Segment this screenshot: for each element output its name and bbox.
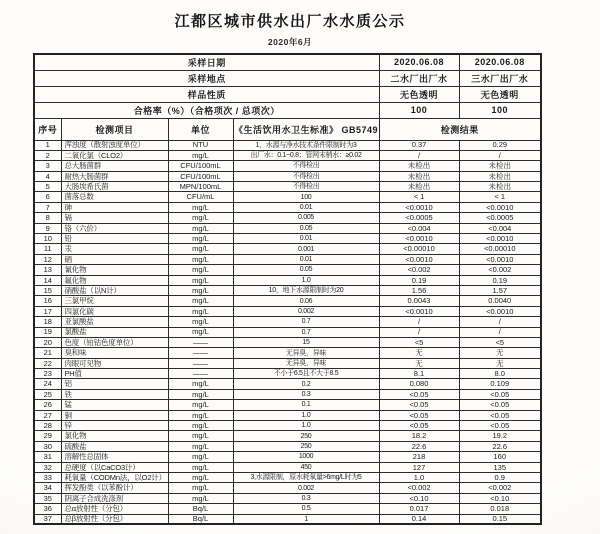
item-name-cell: 铝: [61, 379, 168, 389]
row-number-cell: 6: [34, 192, 61, 202]
result-row: [34, 244, 541, 254]
result-plant3-cell: <0.00010: [459, 244, 541, 254]
sample-date-plant2: 2020.06.08: [379, 54, 459, 70]
item-name-cell: 大肠埃希氏菌: [61, 182, 168, 192]
unit-cell: ——: [168, 337, 233, 347]
result-plant3-cell: <0.05: [459, 421, 541, 431]
result-row: [34, 265, 541, 275]
standard-limit-cell: 0.1: [233, 400, 379, 410]
row-number-cell: 12: [34, 254, 61, 264]
unit-cell: mg/L: [168, 275, 233, 285]
standard-limit-cell: 15: [233, 337, 379, 347]
result-plant2-cell: 0.080: [379, 379, 459, 389]
item-name-cell: 色度（铂钴色度单位）: [61, 337, 168, 347]
result-plant2-cell: <0.002: [379, 265, 459, 275]
row-number-cell: 37: [34, 514, 61, 524]
unit-cell: ——: [168, 348, 233, 358]
row-number-cell: 26: [34, 400, 61, 410]
result-plant2-cell: 0.37: [379, 140, 459, 150]
result-plant3-cell: 1.57: [459, 285, 541, 295]
unit-cell: mg/L: [168, 296, 233, 306]
result-row: [34, 441, 541, 451]
row-number-cell: 18: [34, 317, 61, 327]
item-name-cell: PH值: [61, 369, 168, 379]
sample-nature-row: [34, 86, 541, 102]
col-header-unit: 单位: [168, 118, 233, 140]
unit-cell: mg/L: [168, 452, 233, 462]
unit-cell: Bq/L: [168, 504, 233, 514]
result-plant3-cell: <0.05: [459, 410, 541, 420]
item-name-cell: 氰化物: [61, 265, 168, 275]
unit-cell: mg/L: [168, 493, 233, 503]
item-name-cell: 总大肠菌群: [61, 161, 168, 171]
standard-limit-cell: 不得检出: [233, 161, 379, 171]
results-body: [34, 140, 541, 524]
result-row: [34, 514, 541, 524]
result-row: [34, 213, 541, 223]
standard-limit-cell: 0.001: [233, 244, 379, 254]
result-plant3-cell: /: [459, 150, 541, 160]
result-plant2-cell: 8.1: [379, 369, 459, 379]
row-number-cell: 8: [34, 213, 61, 223]
standard-limit-cell: 0.06: [233, 296, 379, 306]
table-header-row: [34, 118, 541, 140]
row-number-cell: 11: [34, 244, 61, 254]
result-plant2-cell: 未检出: [379, 182, 459, 192]
result-plant3-cell: <0.0010: [459, 202, 541, 212]
standard-limit-cell: 0.3: [233, 389, 379, 399]
standard-limit-cell: 0.05: [233, 265, 379, 275]
result-plant3-cell: 0.19: [459, 275, 541, 285]
row-number-cell: 21: [34, 348, 61, 358]
result-plant3-cell: <0.0010: [459, 306, 541, 316]
result-plant2-cell: /: [379, 317, 459, 327]
item-name-cell: 总α放射性（分包）: [61, 504, 168, 514]
standard-limit-cell: 1: [233, 514, 379, 524]
result-row: [34, 400, 541, 410]
result-row: [34, 202, 541, 212]
row-number-cell: 31: [34, 452, 61, 462]
item-name-cell: 总硬度（以CaCO3计）: [61, 462, 168, 472]
result-plant2-cell: <0.05: [379, 410, 459, 420]
result-plant2-cell: 0.0043: [379, 296, 459, 306]
result-plant3-cell: /: [459, 317, 541, 327]
result-plant3-cell: 135: [459, 462, 541, 472]
col-header-item: 检测项目: [61, 118, 168, 140]
item-name-cell: 四氯化碳: [61, 306, 168, 316]
standard-limit-cell: 出厂水：0.1~0.8；管网末梢水：≥0.02: [233, 150, 379, 160]
standard-limit-cell: 1.0: [233, 275, 379, 285]
unit-cell: NTU: [168, 140, 233, 150]
item-name-cell: 浑浊度（散射浊度单位）: [61, 140, 168, 150]
unit-cell: mg/L: [168, 234, 233, 244]
result-plant2-cell: <0.10: [379, 493, 459, 503]
standard-limit-cell: 不得检出: [233, 182, 379, 192]
standard-limit-cell: 0.7: [233, 317, 379, 327]
standard-limit-cell: 0.005: [233, 213, 379, 223]
result-plant2-cell: 0.017: [379, 504, 459, 514]
pass-rate-label: 合格率（%）（合格项次 / 总项次）: [34, 102, 379, 118]
row-number-cell: 22: [34, 358, 61, 368]
standard-limit-cell: 0.01: [233, 234, 379, 244]
result-row: [34, 254, 541, 264]
standard-limit-cell: 250: [233, 431, 379, 441]
result-plant2-cell: 127: [379, 462, 459, 472]
row-number-cell: 16: [34, 296, 61, 306]
unit-cell: mg/L: [168, 431, 233, 441]
row-number-cell: 25: [34, 389, 61, 399]
result-plant2-cell: <0.05: [379, 389, 459, 399]
result-plant3-cell: 未检出: [459, 171, 541, 181]
row-number-cell: 36: [34, 504, 61, 514]
result-plant3-cell: 19.2: [459, 431, 541, 441]
result-row: [34, 306, 541, 316]
item-name-cell: 硝酸盐（以N计）: [61, 285, 168, 295]
sample-location-row: [34, 70, 541, 86]
result-row: [34, 317, 541, 327]
unit-cell: mg/L: [168, 327, 233, 337]
item-name-cell: 砷: [61, 202, 168, 212]
result-row: [34, 140, 541, 150]
sample-nature-plant2: 无色透明: [379, 86, 459, 102]
result-plant3-cell: 0.9: [459, 473, 541, 483]
result-plant3-cell: 未检出: [459, 182, 541, 192]
unit-cell: mg/L: [168, 254, 233, 264]
row-number-cell: 4: [34, 171, 61, 181]
unit-cell: mg/L: [168, 317, 233, 327]
unit-cell: mg/L: [168, 389, 233, 399]
result-plant2-cell: <0.004: [379, 223, 459, 233]
result-row: [34, 452, 541, 462]
standard-limit-cell: 0.002: [233, 483, 379, 493]
result-plant2-cell: <5: [379, 337, 459, 347]
row-number-cell: 20: [34, 337, 61, 347]
standard-limit-cell: 1000: [233, 452, 379, 462]
result-plant2-cell: <0.05: [379, 421, 459, 431]
item-name-cell: 硒: [61, 254, 168, 264]
result-plant3-cell: 0.109: [459, 379, 541, 389]
unit-cell: mg/L: [168, 400, 233, 410]
pass-rate-plant2: 100: [379, 102, 459, 118]
standard-limit-cell: 3,水源限制，原水耗氧量>6mg/L时为5: [233, 473, 379, 483]
unit-cell: mg/L: [168, 483, 233, 493]
sample-location-plant3: 三水厂出厂水: [459, 70, 541, 86]
result-row: [34, 504, 541, 514]
unit-cell: mg/L: [168, 150, 233, 160]
result-plant2-cell: < 1: [379, 192, 459, 202]
result-plant2-cell: 218: [379, 452, 459, 462]
result-row: [34, 150, 541, 160]
item-name-cell: 锌: [61, 421, 168, 431]
col-header-index: 序号: [34, 118, 61, 140]
standard-limit-cell: 0.7: [233, 327, 379, 337]
item-name-cell: 硫酸盐: [61, 441, 168, 451]
result-plant2-cell: 无: [379, 358, 459, 368]
row-number-cell: 28: [34, 421, 61, 431]
result-plant3-cell: <0.0005: [459, 213, 541, 223]
unit-cell: CFU/100mL: [168, 161, 233, 171]
result-plant3-cell: 0.29: [459, 140, 541, 150]
col-header-result: 检测结果: [379, 118, 541, 140]
result-row: [34, 493, 541, 503]
item-name-cell: 氟化物: [61, 275, 168, 285]
result-plant3-cell: <5: [459, 337, 541, 347]
item-name-cell: 铜: [61, 410, 168, 420]
result-plant3-cell: <0.05: [459, 400, 541, 410]
standard-limit-cell: 0.01: [233, 254, 379, 264]
row-number-cell: 10: [34, 234, 61, 244]
result-row: [34, 483, 541, 493]
result-plant2-cell: 1.0: [379, 473, 459, 483]
unit-cell: CFU/mL: [168, 192, 233, 202]
row-number-cell: 24: [34, 379, 61, 389]
result-plant2-cell: <0.05: [379, 400, 459, 410]
standard-limit-cell: 1.0: [233, 410, 379, 420]
standard-limit-cell: 0.002: [233, 306, 379, 316]
result-plant2-cell: 0.19: [379, 275, 459, 285]
result-plant2-cell: 22.6: [379, 441, 459, 451]
pass-rate-row: [34, 102, 541, 118]
row-number-cell: 5: [34, 182, 61, 192]
result-row: [34, 389, 541, 399]
result-plant2-cell: 无: [379, 348, 459, 358]
standard-limit-cell: 0.3: [233, 493, 379, 503]
standard-limit-cell: 1.0: [233, 421, 379, 431]
item-name-cell: 三氯甲烷: [61, 296, 168, 306]
result-plant3-cell: < 1: [459, 192, 541, 202]
result-row: [34, 337, 541, 347]
item-name-cell: 锰: [61, 400, 168, 410]
result-row: [34, 275, 541, 285]
result-plant3-cell: 无: [459, 348, 541, 358]
result-plant2-cell: 未检出: [379, 161, 459, 171]
row-number-cell: 14: [34, 275, 61, 285]
unit-cell: mg/L: [168, 410, 233, 420]
result-row: [34, 223, 541, 233]
standard-limit-cell: 450: [233, 462, 379, 472]
result-plant3-cell: 22.6: [459, 441, 541, 451]
result-plant2-cell: 1.56: [379, 285, 459, 295]
unit-cell: mg/L: [168, 202, 233, 212]
sample-info-section: [34, 54, 541, 118]
row-number-cell: 35: [34, 493, 61, 503]
result-plant3-cell: /: [459, 327, 541, 337]
result-row: [34, 348, 541, 358]
item-name-cell: 溶解性总固体: [61, 452, 168, 462]
item-name-cell: 氯化物: [61, 431, 168, 441]
item-name-cell: 总β放射性（分包）: [61, 514, 168, 524]
result-plant2-cell: <0.0010: [379, 306, 459, 316]
standard-limit-cell: 无异臭，异味: [233, 358, 379, 368]
result-row: [34, 462, 541, 472]
result-row: [34, 410, 541, 420]
sample-nature-plant3: 无色透明: [459, 86, 541, 102]
item-name-cell: 肉眼可见物: [61, 358, 168, 368]
standard-limit-cell: 10，地下水源限制时为20: [233, 285, 379, 295]
water-quality-table: [33, 53, 542, 525]
sample-location-plant2: 二水厂出厂水: [379, 70, 459, 86]
item-name-cell: 汞: [61, 244, 168, 254]
row-number-cell: 7: [34, 202, 61, 212]
col-header-standard: 《生活饮用水卫生标准》 GB5749: [233, 118, 379, 140]
result-plant3-cell: <0.002: [459, 265, 541, 275]
item-name-cell: 臭和味: [61, 348, 168, 358]
item-name-cell: 铅: [61, 234, 168, 244]
sample-date-label: 采样日期: [34, 54, 379, 70]
unit-cell: CFU/100mL: [168, 171, 233, 181]
result-plant2-cell: <0.002: [379, 483, 459, 493]
row-number-cell: 32: [34, 462, 61, 472]
item-name-cell: 铬（六价）: [61, 223, 168, 233]
sample-date-plant3: 2020.06.08: [459, 54, 541, 70]
result-row: [34, 473, 541, 483]
result-plant2-cell: /: [379, 327, 459, 337]
unit-cell: mg/L: [168, 285, 233, 295]
item-name-cell: 铁: [61, 389, 168, 399]
result-plant2-cell: 0.14: [379, 514, 459, 524]
result-plant3-cell: <0.0010: [459, 234, 541, 244]
standard-limit-cell: 100: [233, 192, 379, 202]
unit-cell: mg/L: [168, 421, 233, 431]
result-row: [34, 171, 541, 181]
standard-limit-cell: 250: [233, 441, 379, 451]
item-name-cell: 挥发酚类（以苯酚计）: [61, 483, 168, 493]
item-name-cell: 耗氧量（CODMn法，以O2计）: [61, 473, 168, 483]
row-number-cell: 9: [34, 223, 61, 233]
result-row: [34, 296, 541, 306]
unit-cell: mg/L: [168, 223, 233, 233]
pass-rate-plant3: 100: [459, 102, 541, 118]
unit-cell: mg/L: [168, 441, 233, 451]
result-row: [34, 431, 541, 441]
standard-limit-cell: 0.01: [233, 202, 379, 212]
result-plant3-cell: <0.10: [459, 493, 541, 503]
item-name-cell: 阴离子合成洗涤剂: [61, 493, 168, 503]
result-row: [34, 369, 541, 379]
result-plant3-cell: <0.002: [459, 483, 541, 493]
unit-cell: Bq/L: [168, 514, 233, 524]
column-header-section: [34, 118, 541, 140]
unit-cell: mg/L: [168, 265, 233, 275]
row-number-cell: 2: [34, 150, 61, 160]
unit-cell: MPN/100mL: [168, 182, 233, 192]
result-plant2-cell: <0.0005: [379, 213, 459, 223]
row-number-cell: 17: [34, 306, 61, 316]
standard-limit-cell: 0.5: [233, 504, 379, 514]
result-row: [34, 182, 541, 192]
unit-cell: mg/L: [168, 379, 233, 389]
result-row: [34, 192, 541, 202]
result-plant2-cell: /: [379, 150, 459, 160]
standard-limit-cell: 无异臭，异味: [233, 348, 379, 358]
item-name-cell: 氯酸盐: [61, 327, 168, 337]
unit-cell: mg/L: [168, 244, 233, 254]
item-name-cell: 亚氯酸盐: [61, 317, 168, 327]
row-number-cell: 30: [34, 441, 61, 451]
item-name-cell: 耐热大肠菌群: [61, 171, 168, 181]
result-plant3-cell: 0.15: [459, 514, 541, 524]
row-number-cell: 23: [34, 369, 61, 379]
result-plant2-cell: <0.0010: [379, 202, 459, 212]
result-row: [34, 285, 541, 295]
row-number-cell: 27: [34, 410, 61, 420]
row-number-cell: 34: [34, 483, 61, 493]
row-number-cell: 1: [34, 140, 61, 150]
result-plant3-cell: 8.0: [459, 369, 541, 379]
result-plant3-cell: 未检出: [459, 161, 541, 171]
result-plant3-cell: 0.0040: [459, 296, 541, 306]
unit-cell: mg/L: [168, 473, 233, 483]
item-name-cell: 二氧化氯（CLO2）: [61, 150, 168, 160]
standard-limit-cell: 0.05: [233, 223, 379, 233]
result-plant3-cell: 160: [459, 452, 541, 462]
result-plant3-cell: 无: [459, 358, 541, 368]
row-number-cell: 29: [34, 431, 61, 441]
sample-location-label: 采样地点: [34, 70, 379, 86]
result-plant2-cell: 18.2: [379, 431, 459, 441]
unit-cell: mg/L: [168, 462, 233, 472]
report-month: 2020年6月: [267, 37, 313, 47]
result-row: [34, 358, 541, 368]
unit-cell: mg/L: [168, 306, 233, 316]
item-name-cell: 菌落总数: [61, 192, 168, 202]
result-row: [34, 421, 541, 431]
row-number-cell: 15: [34, 285, 61, 295]
sample-nature-label: 样品性质: [34, 86, 379, 102]
result-plant3-cell: <0.0010: [459, 254, 541, 264]
result-plant3-cell: <0.004: [459, 223, 541, 233]
standard-limit-cell: 不得检出: [233, 171, 379, 181]
row-number-cell: 19: [34, 327, 61, 337]
result-row: [34, 327, 541, 337]
unit-cell: mg/L: [168, 213, 233, 223]
result-plant2-cell: <0.0010: [379, 254, 459, 264]
result-plant2-cell: 未检出: [379, 171, 459, 181]
result-row: [34, 379, 541, 389]
item-name-cell: 镉: [61, 213, 168, 223]
sample-date-row: [34, 54, 541, 70]
result-row: [34, 234, 541, 244]
standard-limit-cell: 1，水源与净水技术条件限制时为3: [233, 140, 379, 150]
result-plant3-cell: <0.05: [459, 389, 541, 399]
unit-cell: ——: [168, 358, 233, 368]
standard-limit-cell: 不小于6.5且不大于8.5: [233, 369, 379, 379]
standard-limit-cell: 0.2: [233, 379, 379, 389]
row-number-cell: 13: [34, 265, 61, 275]
result-row: [34, 161, 541, 171]
unit-cell: ——: [168, 369, 233, 379]
row-number-cell: 33: [34, 473, 61, 483]
result-plant3-cell: 0.018: [459, 504, 541, 514]
row-number-cell: 3: [34, 161, 61, 171]
result-plant2-cell: <0.00010: [379, 244, 459, 254]
page-title: 江都区城市供水出厂水水质公示: [174, 13, 406, 30]
result-plant2-cell: <0.0010: [379, 234, 459, 244]
